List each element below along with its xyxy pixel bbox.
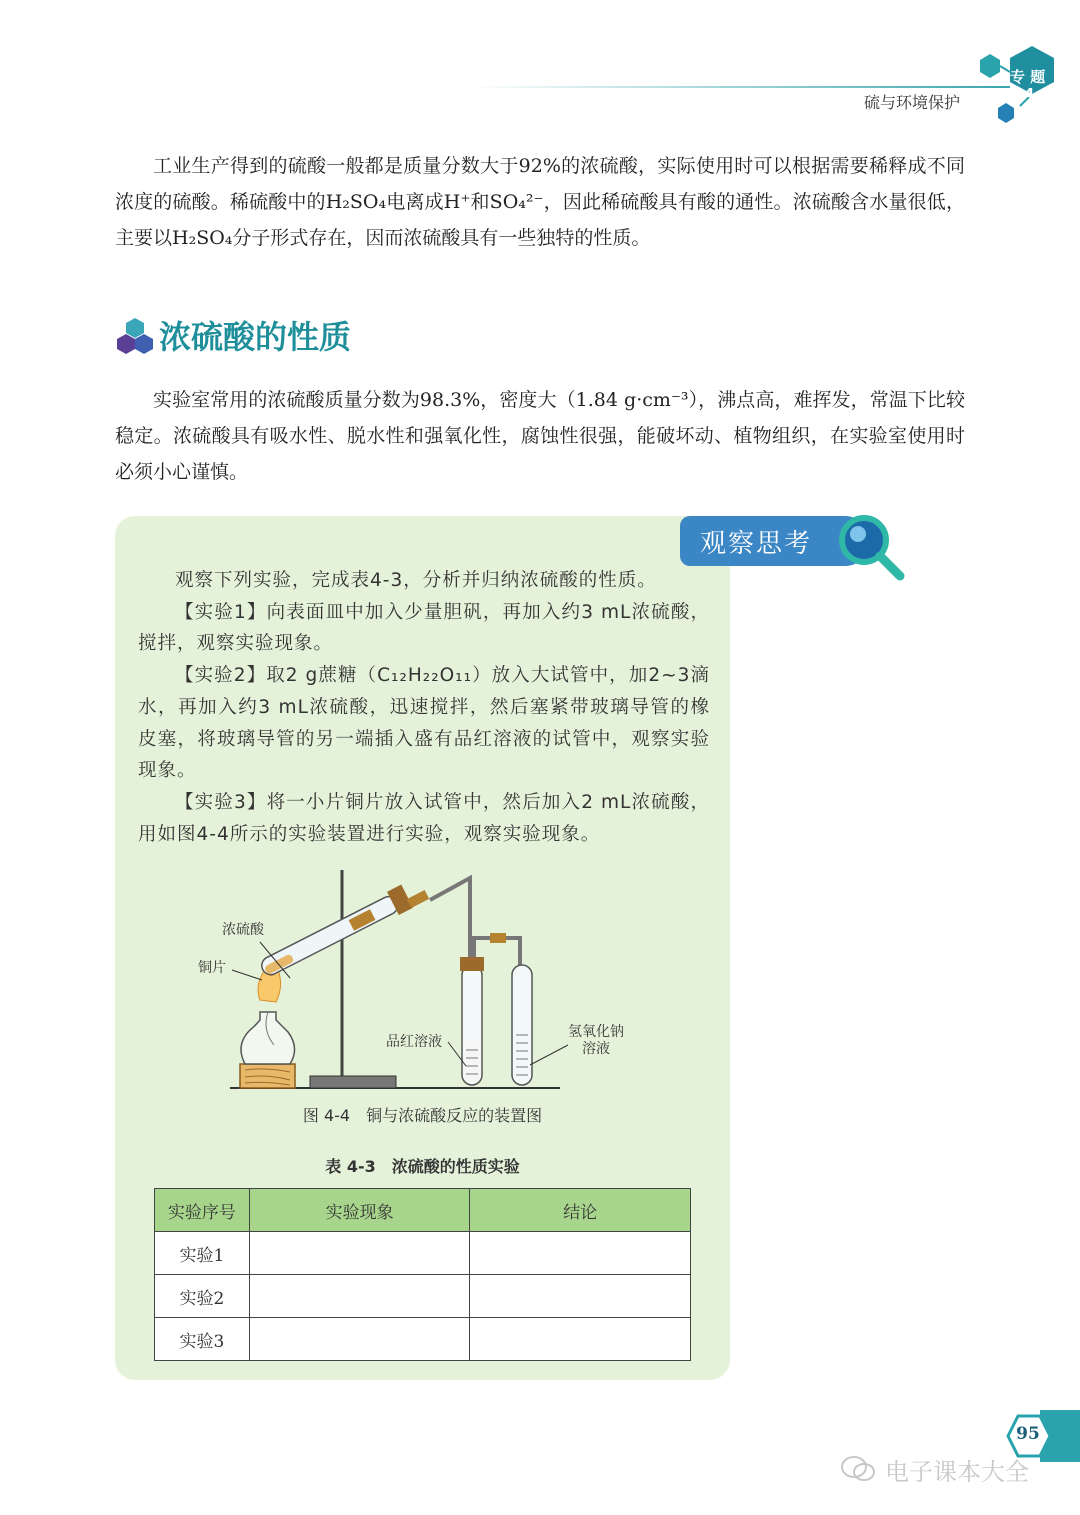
conclusion-cell[interactable] xyxy=(470,1232,691,1275)
intro-text-1: 工业生产得到的硫酸一般都是质量分数大于92%的浓硫酸，实际使用时可以根据需要稀释成不同浓度的硫酸。稀硫酸中的 xyxy=(115,155,965,213)
table-header-row xyxy=(155,1189,691,1232)
intro-text-3: 和 xyxy=(470,191,490,213)
formula-hplus: H⁺ xyxy=(443,191,471,213)
phenomenon-cell[interactable] xyxy=(249,1275,470,1318)
header-exp-no: 实验序号 xyxy=(155,1189,250,1232)
formula-h2so4-b: H₂SO₄ xyxy=(172,227,233,249)
formula-so4: SO₄²⁻ xyxy=(489,191,544,213)
chapter-title: 硫与环境保护 xyxy=(863,93,960,112)
experiment-3-text: 【实验3】将一小片铜片放入试管中，然后加入2 mL浓硫酸，用如图4-4所示的实验装置进行实验，观察实验现象。 xyxy=(138,791,710,845)
phenomenon-cell[interactable] xyxy=(249,1318,470,1361)
page-number: 95 xyxy=(1016,1424,1040,1444)
header-rule xyxy=(470,86,1010,88)
row-label: 实验2 xyxy=(155,1275,250,1318)
watermark-text: 电子课本大全 xyxy=(885,1458,1029,1486)
experiment-table xyxy=(154,1188,691,1361)
label-concentrated-acid: 浓硫酸 xyxy=(222,922,264,938)
formula-h2so4: H₂SO₄ xyxy=(325,191,387,213)
magnifier-icon xyxy=(830,506,910,586)
chat-bubble-icon xyxy=(840,1455,876,1483)
chapter-number: 4 xyxy=(1024,85,1035,103)
label-copper: 铜片 xyxy=(198,960,226,976)
table-row xyxy=(155,1232,691,1275)
intro-text-4: ，因此稀硫酸具有酸的通性。浓硫酸含水量很低，主要以 xyxy=(115,191,965,249)
conclusion-cell[interactable] xyxy=(470,1318,691,1361)
row-label: 实验3 xyxy=(155,1318,250,1361)
properties-text: 实验室常用的浓硫酸质量分数为98.3%，密度大（1.84 g·cm⁻³），沸点高，难挥发，常温下比较稳定。浓硫酸具有吸水性、脱水性和强氧化性，腐蚀性很强，能破坏动、植物组织，在实验室使用时必须小心谨慎。 xyxy=(115,389,965,483)
experiment-1-text: 【实验1】向表面皿中加入少量胆矾，再加入约3 mL浓硫酸，搅拌，观察实验现象。 xyxy=(138,601,710,655)
table-caption: 表 4-3 浓硫酸的性质实验 xyxy=(325,1157,520,1176)
phenomenon-cell[interactable] xyxy=(249,1232,470,1275)
intro-text-5: 分子形式存在，因而浓硫酸具有一些独特的性质。 xyxy=(232,227,651,249)
observe-intro: 观察下列实验，完成表4-3，分析并归纳浓硫酸的性质。 xyxy=(175,570,657,591)
intro-paragraph xyxy=(115,148,965,256)
section-title: 浓硫酸的性质 xyxy=(159,318,352,356)
figure-caption: 图 4-4 铜与浓硫酸反应的装置图 xyxy=(302,1106,543,1125)
row-label: 实验1 xyxy=(155,1232,250,1275)
cubes-icon xyxy=(115,316,155,356)
table-row xyxy=(155,1275,691,1318)
label-naoh-2: 溶液 xyxy=(582,1041,610,1057)
label-pinkred: 品红溶液 xyxy=(386,1034,442,1050)
header-phenomenon: 实验现象 xyxy=(249,1189,470,1232)
apparatus-illustration xyxy=(190,870,660,1100)
experiment-2-text: 【实验2】取2 g蔗糖（C₁₂H₂₂O₁₁）放入大试管中，加2~3滴水，再加入约3 mL浓硫酸，迅速搅拌，然后塞紧带玻璃导管的橡皮塞，将玻璃导管的另一端插入盛有品红溶液的试管中，观察实验现象。 xyxy=(138,665,710,782)
intro-text-2: 电离成 xyxy=(386,191,444,213)
label-naoh-1: 氢氧化钠 xyxy=(568,1024,624,1040)
chapter-hexagon-icon xyxy=(960,42,1070,132)
header-conclusion: 结论 xyxy=(470,1189,691,1232)
observe-text xyxy=(138,565,710,850)
chapter-label: 专 题 xyxy=(1010,68,1046,86)
observe-tag-label: 观察思考 xyxy=(700,529,813,559)
properties-paragraph xyxy=(115,382,965,490)
conclusion-cell[interactable] xyxy=(470,1275,691,1318)
table-row xyxy=(155,1318,691,1361)
